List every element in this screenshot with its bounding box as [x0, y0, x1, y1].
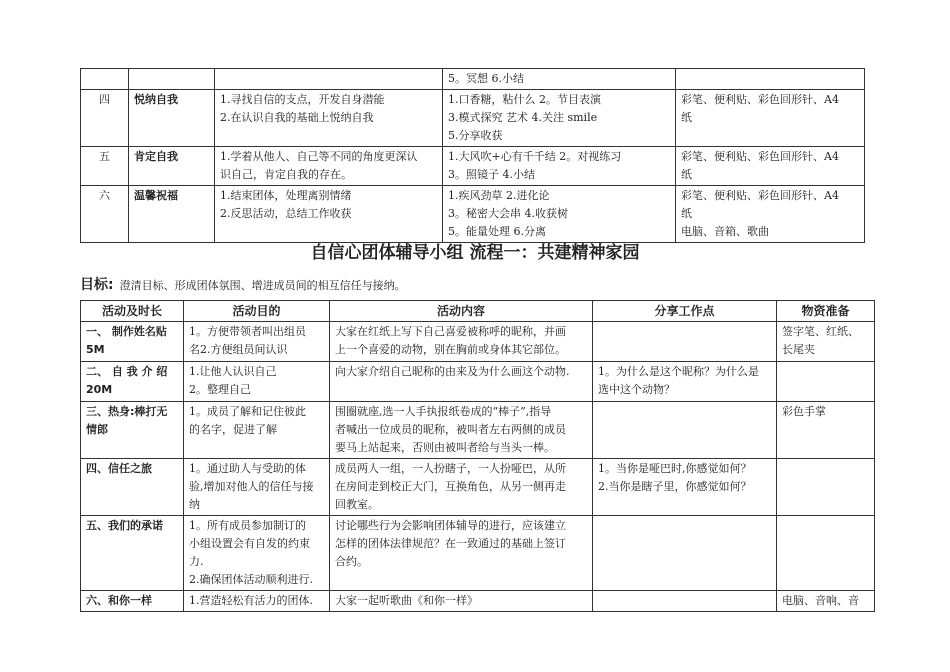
session-content-line: 1.大风吹+心有千千结 2。对视练习 [448, 150, 622, 163]
session-name: 温馨祝福 [129, 186, 215, 243]
activity-content [330, 402, 593, 459]
header-purpose: 活动目的 [184, 301, 330, 322]
activity-purpose-line: 1.让他人认识自己 [189, 365, 277, 378]
activity-purpose [184, 516, 330, 591]
activity-name-line: 四、信任之旅 [86, 462, 152, 475]
activity-name [81, 362, 184, 402]
process-table [80, 300, 875, 612]
header-share: 分享工作点 [593, 301, 777, 322]
activity-purpose [184, 402, 330, 459]
activity-purpose-line: 1.营造轻松有活力的团体. [189, 594, 313, 607]
activity-content-line: 要马上站起来，否则由被叫者给与当头一棒。 [335, 441, 555, 454]
session-content-line: 1.疾风劲草 2.进化论 [448, 189, 550, 202]
session-materials-line: 彩笔、便利贴、彩色回形针、A4 [681, 93, 839, 106]
activity-name [81, 591, 184, 612]
session-purpose [215, 90, 443, 147]
session-purpose-line: 2.在认识自我的基础上悦纳自我 [220, 111, 374, 124]
activity-name-line: 一、 制作姓名贴 [86, 325, 167, 338]
page-title: 自信心团体辅导小组 流程一：共建精神家园 [310, 243, 640, 263]
activity-share [593, 516, 777, 591]
activity-name-line: 三、热身:棒打无 [86, 405, 168, 418]
activity-name-line: 二、 自 我 介 绍 [86, 365, 168, 378]
activity-purpose-line: 小组设置会有自发的约束 [189, 537, 310, 550]
activity-materials [777, 362, 875, 402]
activity-content [330, 591, 593, 612]
table-row [81, 459, 875, 516]
session-materials-line: 彩笔、便利贴、彩色回形针、A4 [681, 189, 839, 202]
activity-purpose-line: 名2.方便组员间认识 [189, 343, 288, 356]
activity-materials-line: 彩色手掌 [782, 405, 826, 418]
table-row [81, 90, 865, 147]
activity-content-line: 回教室。 [335, 498, 379, 511]
activity-purpose-line: 的名字，促进了解 [189, 423, 277, 436]
activity-materials-line: 签字笔、红纸、 [782, 325, 859, 338]
table-header-row [81, 301, 875, 322]
activity-purpose-line: 1。所有成员参加制订的 [189, 519, 306, 532]
session-materials-line: 纸 [681, 207, 692, 220]
goal-label: 目标: [80, 277, 114, 293]
activity-content-line: 向大家介绍自己昵称的由来及为什么画这个动物. [335, 365, 570, 378]
table-row [81, 322, 875, 362]
activity-share [593, 591, 777, 612]
session-purpose-line: 1.寻找自信的支点，开发自身潜能 [220, 93, 385, 106]
session-content [443, 147, 676, 186]
activity-share-line: 2.当你是瞎子里，你感觉如何？ [598, 480, 752, 493]
activity-purpose-line: 纳 [189, 498, 200, 511]
session-name: 肯定自我 [129, 147, 215, 186]
header-content: 活动内容 [330, 301, 593, 322]
activity-name [81, 322, 184, 362]
table-row [81, 147, 865, 186]
session-number [81, 69, 129, 90]
table-row [81, 69, 865, 90]
activity-purpose [184, 322, 330, 362]
activity-purpose [184, 591, 330, 612]
session-content [443, 90, 676, 147]
activity-content-line: 合约。 [335, 555, 368, 568]
activity-share-line: 选中这个动物？ [598, 383, 675, 396]
session-materials [676, 186, 865, 243]
session-materials [676, 90, 865, 147]
activity-materials-line: 电脑、音响、音 [782, 594, 859, 607]
activity-materials [777, 591, 875, 612]
activity-materials [777, 459, 875, 516]
activity-materials [777, 322, 875, 362]
table-row [81, 362, 875, 402]
activity-name-line: 20M [86, 383, 113, 396]
session-content-line: 1.口香糖，粘什么 2。节目表演 [448, 93, 601, 106]
activity-content-line: 大家在红纸上写下自己喜爱被称呼的昵称，并画 [335, 325, 566, 338]
session-content-line: 3.模式探究 艺术 4.关注 smile [448, 111, 598, 124]
session-materials [676, 147, 865, 186]
session-purpose-line: 1.学着从他人、自己等不同的角度更深认 [220, 150, 418, 163]
activity-materials [777, 402, 875, 459]
activity-share [593, 459, 777, 516]
table-row [81, 186, 865, 243]
session-materials [676, 69, 865, 90]
activity-purpose-line: 力. [189, 555, 204, 568]
activity-materials [777, 516, 875, 591]
activity-name [81, 459, 184, 516]
table-row [81, 402, 875, 459]
activity-purpose-line: 1。成员了解和记住彼此 [189, 405, 306, 418]
activity-content-line: 讨论哪些行为会影响团体辅导的进行，应该建立 [335, 519, 566, 532]
session-content-line: 5.分享收获 [448, 129, 503, 142]
activity-content [330, 459, 593, 516]
activity-name-line: 5M [86, 343, 105, 356]
activity-share [593, 402, 777, 459]
activity-content [330, 362, 593, 402]
activity-content-line: 者喊出一位成员的昵称，被叫者左右两侧的成员 [335, 423, 566, 436]
activity-content-line: 上一个喜爱的动物，别在胸前或身体其它部位。 [335, 343, 566, 356]
activity-name-line: 情郎 [86, 423, 108, 436]
session-number: 五 [81, 147, 129, 186]
activity-materials-line: 长尾夹 [782, 343, 815, 356]
activity-name [81, 516, 184, 591]
activity-purpose [184, 459, 330, 516]
session-content [443, 186, 676, 243]
session-materials-line: 纸 [681, 168, 692, 181]
activity-name-line: 五、我们的承诺 [86, 519, 163, 532]
activity-content-line: 围圈就座,选一人手执报纸卷成的“棒子”,指导 [335, 405, 552, 418]
activity-name [81, 402, 184, 459]
activity-purpose-line: 1。方便带领者叫出组员 [189, 325, 306, 338]
activity-purpose-line: 2.确保团体活动顺利进行. [189, 573, 313, 586]
session-number: 六 [81, 186, 129, 243]
session-materials-line: 彩笔、便利贴、彩色回形针、A4 [681, 150, 839, 163]
activity-purpose-line: 2。整理自己 [189, 383, 251, 396]
activity-content-line: 成员两人一组，一人扮瞎子，一人扮哑巴，从所 [335, 462, 566, 475]
goal-line [80, 274, 406, 294]
goal-text: 澄清目标、形成团体氛围、增进成员间的相互信任与接纳。 [119, 279, 406, 292]
session-purpose [215, 147, 443, 186]
header-materials: 物资准备 [777, 301, 875, 322]
session-content-line: 5。能量处理 6.分离 [448, 225, 546, 238]
header-activity: 活动及时长 [81, 301, 184, 322]
activity-purpose-line: 验,增加对他人的信任与接 [189, 480, 314, 493]
session-materials-line: 纸 [681, 111, 692, 124]
activity-name-line: 六、和你一样 [86, 594, 152, 607]
session-number: 四 [81, 90, 129, 147]
activity-purpose [184, 362, 330, 402]
activity-share-line: 1。当你是哑巴时,你感觉如何？ [598, 462, 752, 475]
session-content-line: 3。秘密大会串 4.收获树 [448, 207, 568, 220]
activity-share-line: 1。为什么是这个昵称？为什么是 [598, 365, 759, 378]
activity-content [330, 516, 593, 591]
activity-content-line: 在房间走到校正大门，互换角色，从另一侧再走 [335, 480, 566, 493]
session-content [443, 69, 676, 90]
session-content-line: 5。冥想 6.小结 [448, 72, 524, 85]
session-purpose-line: 2.反思活动，总结工作收获 [220, 207, 352, 220]
session-name [129, 69, 215, 90]
session-purpose-line: 1.结束团体，处理离别情绪 [220, 189, 352, 202]
activity-overview-table [80, 68, 865, 243]
session-materials-line: 电脑、音箱、歌曲 [681, 225, 769, 238]
activity-share [593, 362, 777, 402]
session-content-line: 3。照镜子 4.小结 [448, 168, 535, 181]
activity-content [330, 322, 593, 362]
activity-content-line: 大家一起听歌曲《和你一样》 [335, 594, 478, 607]
table-row [81, 516, 875, 591]
table-row [81, 591, 875, 612]
session-purpose [215, 186, 443, 243]
session-name: 悦纳自我 [129, 90, 215, 147]
session-purpose [215, 69, 443, 90]
activity-share [593, 322, 777, 362]
activity-content-line: 怎样的团体法律规范？在一致通过的基础上签订 [335, 537, 566, 550]
activity-purpose-line: 1。通过助人与受助的体 [189, 462, 306, 475]
session-purpose-line: 识自己，肯定自我的存在。 [220, 168, 352, 181]
